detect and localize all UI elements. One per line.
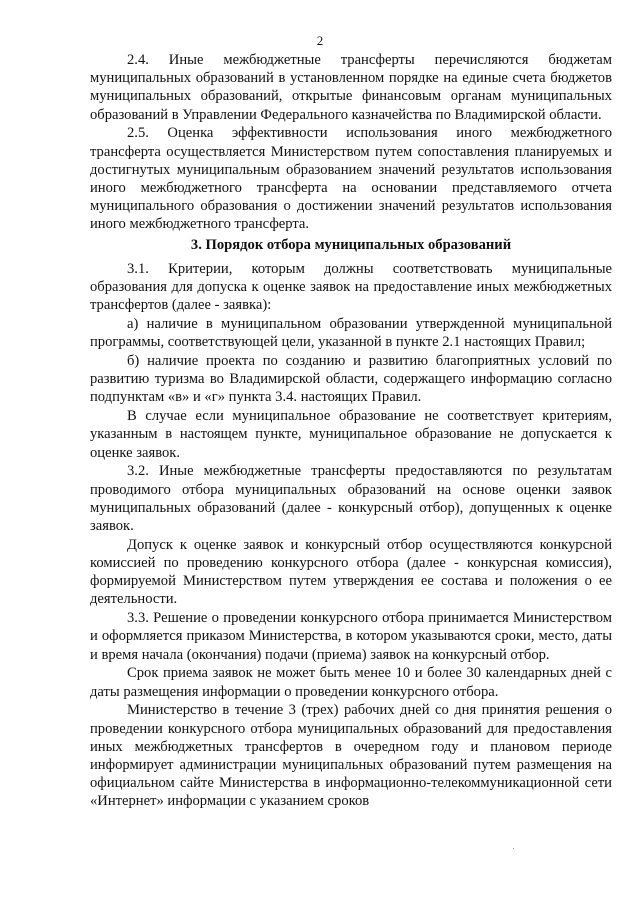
section-heading: 3. Порядок отбора муниципальных образований: [190, 236, 512, 253]
paragraph-3-2-commission: Допуск к оценке заявок и конкурсный отбор осуществляются конкурсной комиссией по проведению конкурсного отбора (далее - конкурсная комиссия), формируемой Министерством путем утверждения ее состава и положения о ее деятельности.: [90, 536, 612, 608]
paragraph-3-1-exclusion: В случае если муниципальное образование не соответствует критериям, указанным в настоящем пункте, муниципальное образование не допускается к оценке заявок.: [90, 408, 612, 461]
paragraph-3-3-notification: Министерство в течение 3 (трех) рабочих дней со дня принятия решения о проведении конкурсного отбора муниципальных образований для предоставления иных межбюджетных трансфертов в очередном году и плановом периоде информирует администрации муниципальных образований путем размещения на официальном сайте Министерства в информационно-телекоммуникационной сети «Интернет» информации с указанием сроков: [90, 702, 612, 810]
paragraph-3-2: 3.2. Иные межбюджетные трансферты предоставляются по результатам проводимого отбора муниципальных образований на основе оценки заявок муниципальных образований (далее - конкурсный отбор), допущенных к оценке заявок.: [90, 463, 612, 535]
paragraph-2-5: 2.5. Оценка эффективности использования иного межбюджетного трансферта осуществляется Министерством путем сопоставления планируемых и достигнутых муниципальным образованием значений результатов использования иного межбюджетного трансферта на основании представляемого отчета муниципального образования о достижении значений результатов использования иного межбюджетного трансферта.: [90, 125, 612, 233]
page-number: 2: [316, 33, 324, 48]
paragraph-3-3: 3.3. Решение о проведении конкурсного отбора принимается Министерством и оформляется приказом Министерства, в котором указываются сроки, место, даты и время начала (окончания) подачи (приема) заявок на конкурсный отбор.: [90, 610, 612, 663]
scan-artifact: [513, 848, 514, 849]
paragraph-3-1-a: а) наличие в муниципальном образовании утвержденной муниципальной программы, соответствующей цели, указанной в пункте 2.1 настоящих Правил;: [90, 316, 612, 351]
paragraph-3-3-deadline: Срок приема заявок не может быть менее 10 и более 30 календарных дней с даты размещения информации о проведении конкурсного отбора.: [90, 665, 612, 700]
paragraph-2-4: 2.4. Иные межбюджетные трансферты перечисляются бюджетам муниципальных образований в установленном порядке на единые счета бюджетов муниципальных образований, открытые финансовым органам муниципальных образований в Управлении Федерального казначейства по Владимирской области.: [90, 52, 612, 123]
document-body: [90, 51, 612, 811]
paragraph-3-1: 3.1. Критерии, которым должны соответствовать муниципальные образования для допуска к оценке заявок на предоставление иных межбюджетных трансфертов (далее - заявка):: [90, 260, 612, 314]
paragraph-3-1-b: б) наличие проекта по созданию и развитию благоприятных условий по развитию туризма во Владимирской области, содержащего информацию согласно подпунктам «в» и «г» пункта 3.4. настоящих Правил.: [90, 353, 612, 406]
